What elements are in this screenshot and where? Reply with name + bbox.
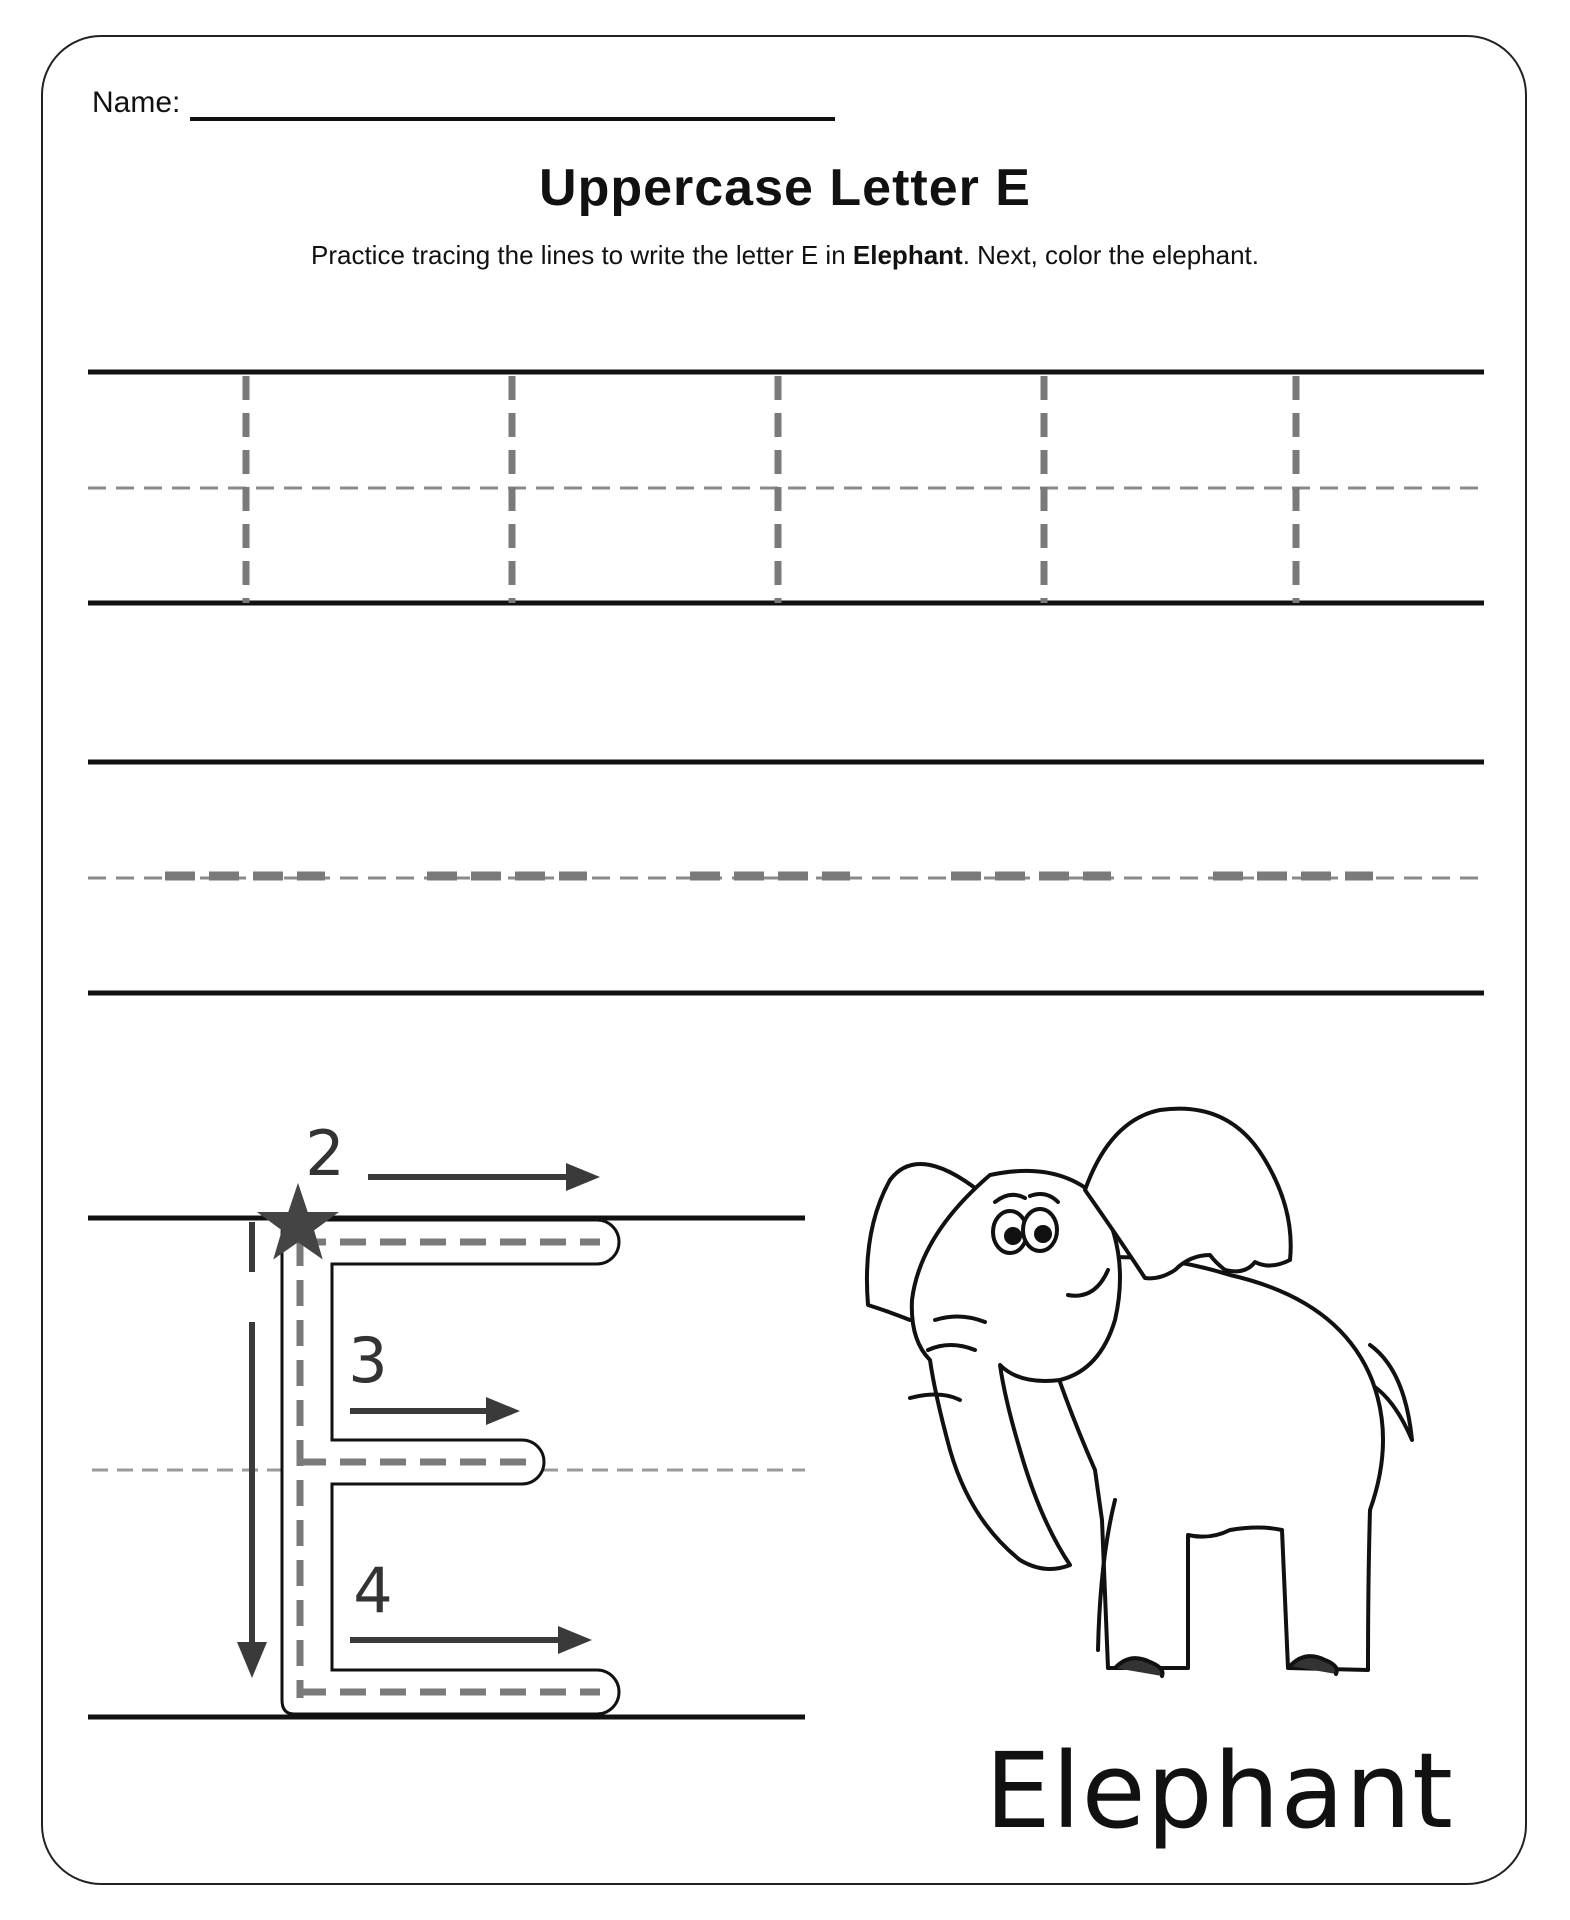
right-arrow-icon — [486, 1397, 520, 1425]
down-arrow-icon — [237, 1642, 267, 1678]
instructions-text-end: . Next, color the elephant. — [962, 240, 1259, 270]
elephant-coloring-picture[interactable] — [867, 1109, 1412, 1676]
page-title: Uppercase Letter E — [539, 159, 1031, 217]
elephant-left-pupil — [1006, 1229, 1020, 1243]
instructions-keyword: Elephant — [852, 240, 963, 270]
picture-caption: Elephant — [985, 1730, 1454, 1852]
instructions-text: Practice tracing the lines to write the letter E in — [310, 240, 853, 270]
step-number-4: 4 — [353, 1554, 393, 1627]
right-arrow-icon — [558, 1626, 592, 1654]
practice-row-2 — [88, 762, 1484, 993]
letter-e-demo — [88, 1117, 805, 1717]
right-arrow-icon — [566, 1163, 600, 1191]
step-number-3: 3 — [348, 1324, 388, 1397]
practice-row-1 — [88, 372, 1484, 603]
step-number-2: 2 — [305, 1117, 345, 1190]
elephant-right-pupil — [1036, 1227, 1050, 1241]
name-label: Name: — [92, 86, 181, 119]
